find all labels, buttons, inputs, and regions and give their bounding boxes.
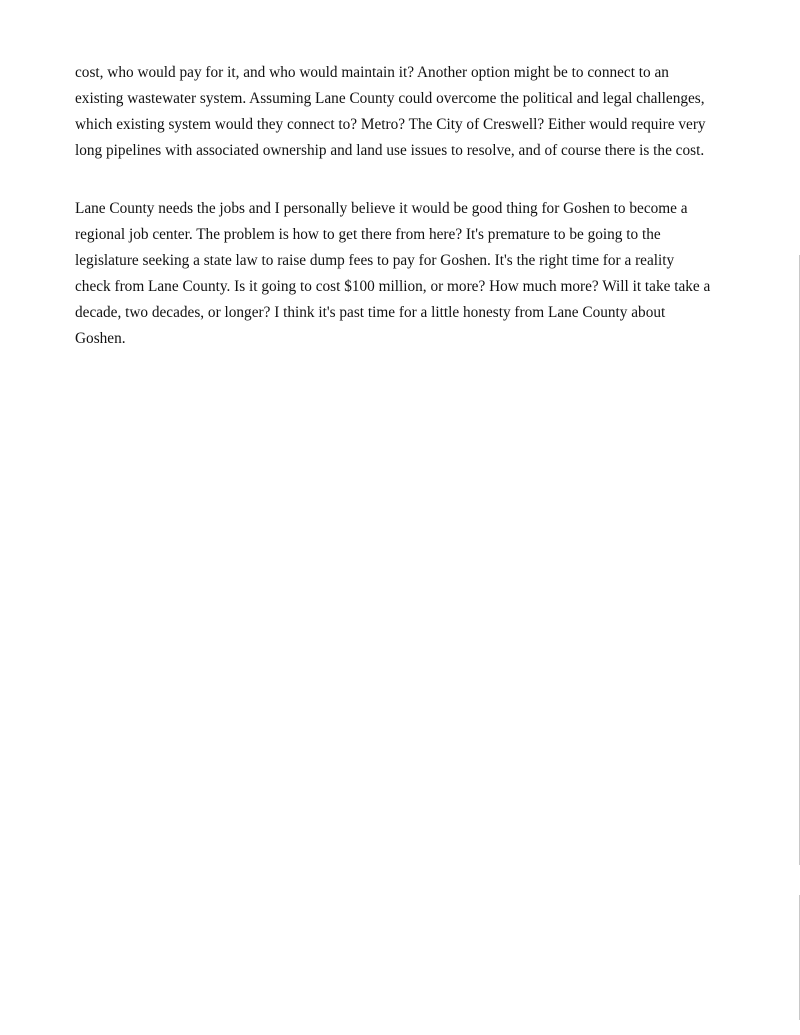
paragraph-goshen-jobs [75,196,710,352]
text-line: regional job center. The problem is how to get there from here? It's premature to be going to the [75,226,661,243]
text-line: existing wastewater system. Assuming Lane County could overcome the political and legal challenges, [75,90,705,107]
text-line: Lane County needs the jobs and I personally believe it would be good thing for Goshen to become a [75,200,688,217]
text-line: cost, who would pay for it, and who would maintain it? Another option might be to connect to an [75,64,669,81]
text-line: Goshen. [75,330,126,347]
paragraph-wastewater-options [75,60,706,164]
text-line: which existing system would they connect to? Metro? The City of Creswell? Either would require very [75,116,706,133]
text-line: long pipelines with associated ownership and land use issues to resolve, and of course there is the cost. [75,142,705,159]
text-line: decade, two decades, or longer? I think it's past time for a little honesty from Lane County about [75,304,666,321]
text-line: check from Lane County. Is it going to cost $100 million, or more? How much more? Will it take take a [75,278,711,295]
text-line: legislature seeking a state law to raise dump fees to pay for Goshen. It's the right time for a reality [75,252,675,269]
